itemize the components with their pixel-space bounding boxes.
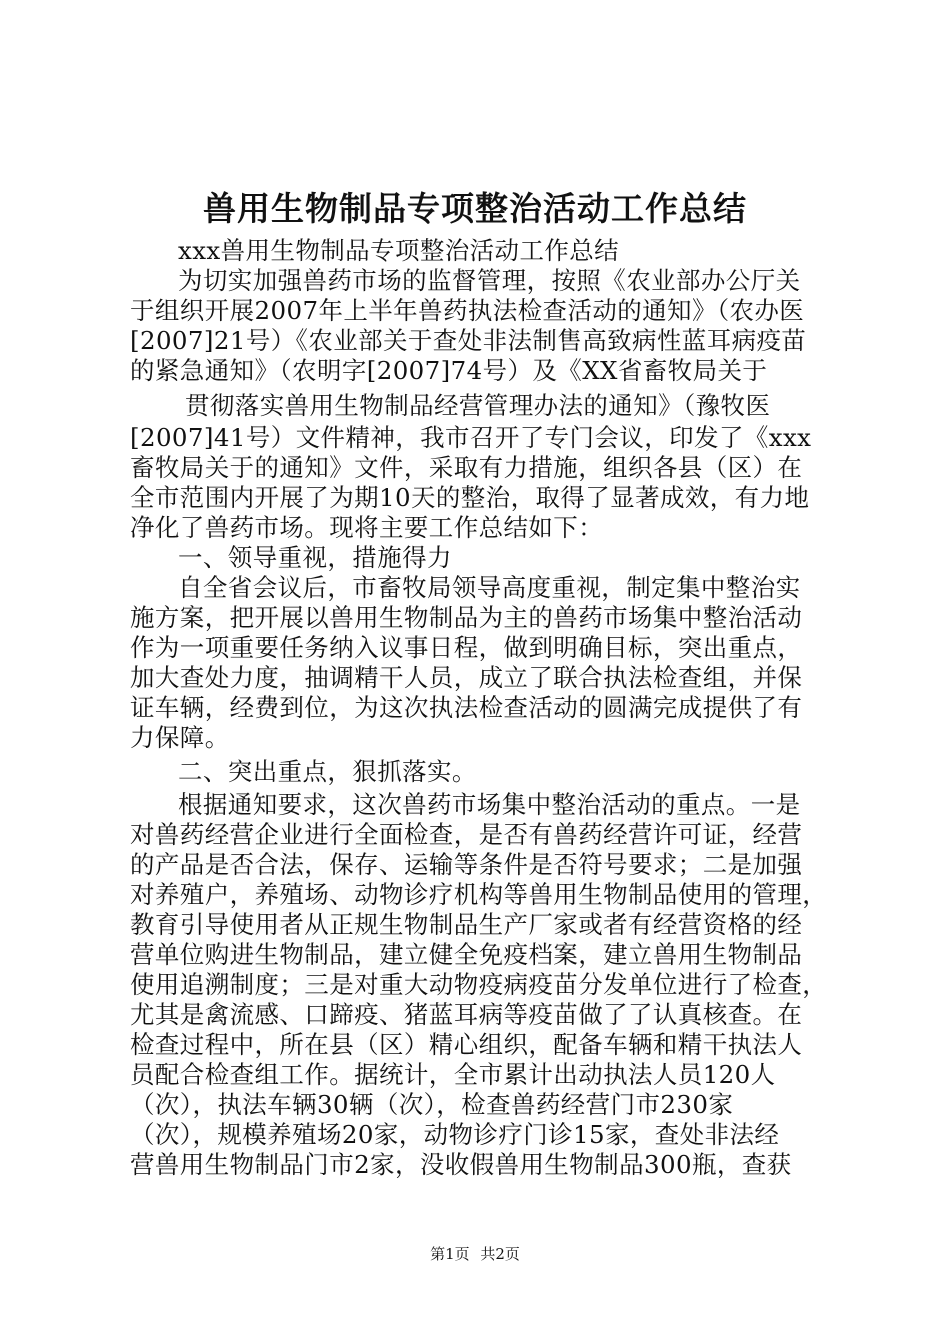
text-line: 贯彻落实兽用生物制品经营管理办法的通知》（豫牧医 [185,391,771,420]
text-line: 教育引导使用者从正规生物制品生产厂家或者有经营资格的经 [130,910,803,939]
text-line: [2007]41号）文件精神，我市召开了专门会议，印发了《xxx [130,423,812,452]
page-footer [0,1244,950,1264]
text-line: 净化了兽药市场。现将主要工作总结如下： [130,513,604,542]
text-line: 尤其是禽流感、口蹄疫、猪蓝耳病等疫苗做了了认真核查。在 [130,1000,803,1029]
text-line: 根据通知要求，这次兽药市场集中整治活动的重点。一是 [178,790,801,819]
text-line: 的紧急通知》（农明字[2007]74号）及《XX省畜牧局关于 [130,356,768,385]
text-line: 施方案，把开展以兽用生物制品为主的兽药市场集中整治活动 [130,603,803,632]
text-line: 对兽药经营企业进行全面检查，是否有兽药经营许可证，经营 [130,820,803,849]
section-heading-2: 二、突出重点，狠抓落实。 [178,757,477,786]
text-line: 自全省会议后，市畜牧局领导高度重视，制定集中整治实 [178,573,801,602]
text-line: 全市范围内开展了为期10天的整治，取得了显著成效，有力地 [130,483,810,512]
text-line: （次），执法车辆30辆（次），检查兽药经营门市230家 [130,1090,734,1119]
text-line: 畜牧局关于的通知》文件，采取有力措施，组织各县（区）在 [130,453,803,482]
text-line: 员配合检查组工作。据统计，全市累计出动执法人员120人 [130,1060,776,1089]
text-line: 加大查处力度，抽调精干人员，成立了联合执法检查组，并保 [130,663,803,692]
text-line: 使用追溯制度；三是对重大动物疫病疫苗分发单位进行了检查， [130,970,828,999]
subtitle-line: xxx兽用生物制品专项整治活动工作总结 [178,236,620,265]
text-line: 于组织开展2007年上半年兽药执法检查活动的通知》（农办医 [130,296,805,325]
text-line: 对养殖户，养殖场、动物诊疗机构等兽用生物制品使用的管理， [130,880,828,909]
text-line: 力保障。 [130,723,230,752]
text-line: [2007]21号）《农业部关于查处非法制售高致病性蓝耳病疫苗 [130,326,807,355]
text-line: 营兽用生物制品门市2家，没收假兽用生物制品300瓶，查获 [130,1150,792,1179]
text-line: 为切实加强兽药市场的监督管理，按照《农业部办公厅关 [178,266,801,295]
document-title: 兽用生物制品专项整治活动工作总结 [203,189,747,228]
text-line: 检查过程中，所在县（区）精心组织，配备车辆和精干执法人 [130,1030,803,1059]
text-line: 的产品是否合法，保存、运输等条件是否符号要求；二是加强 [130,850,803,879]
section-heading-1: 一、领导重视，措施得力 [178,543,452,572]
text-line: 营单位购进生物制品，建立健全免疫档案，建立兽用生物制品 [130,940,803,969]
page-total: 共2页 [480,1245,520,1263]
text-line: 作为一项重要任务纳入议事日程，做到明确目标，突出重点， [130,633,803,662]
text-line: 证车辆，经费到位，为这次执法检查活动的圆满完成提供了有 [130,693,803,722]
page-number: 第1页 [430,1245,470,1263]
text-line: （次），规模养殖场20家，动物诊疗门诊15家，查处非法经 [130,1120,780,1149]
